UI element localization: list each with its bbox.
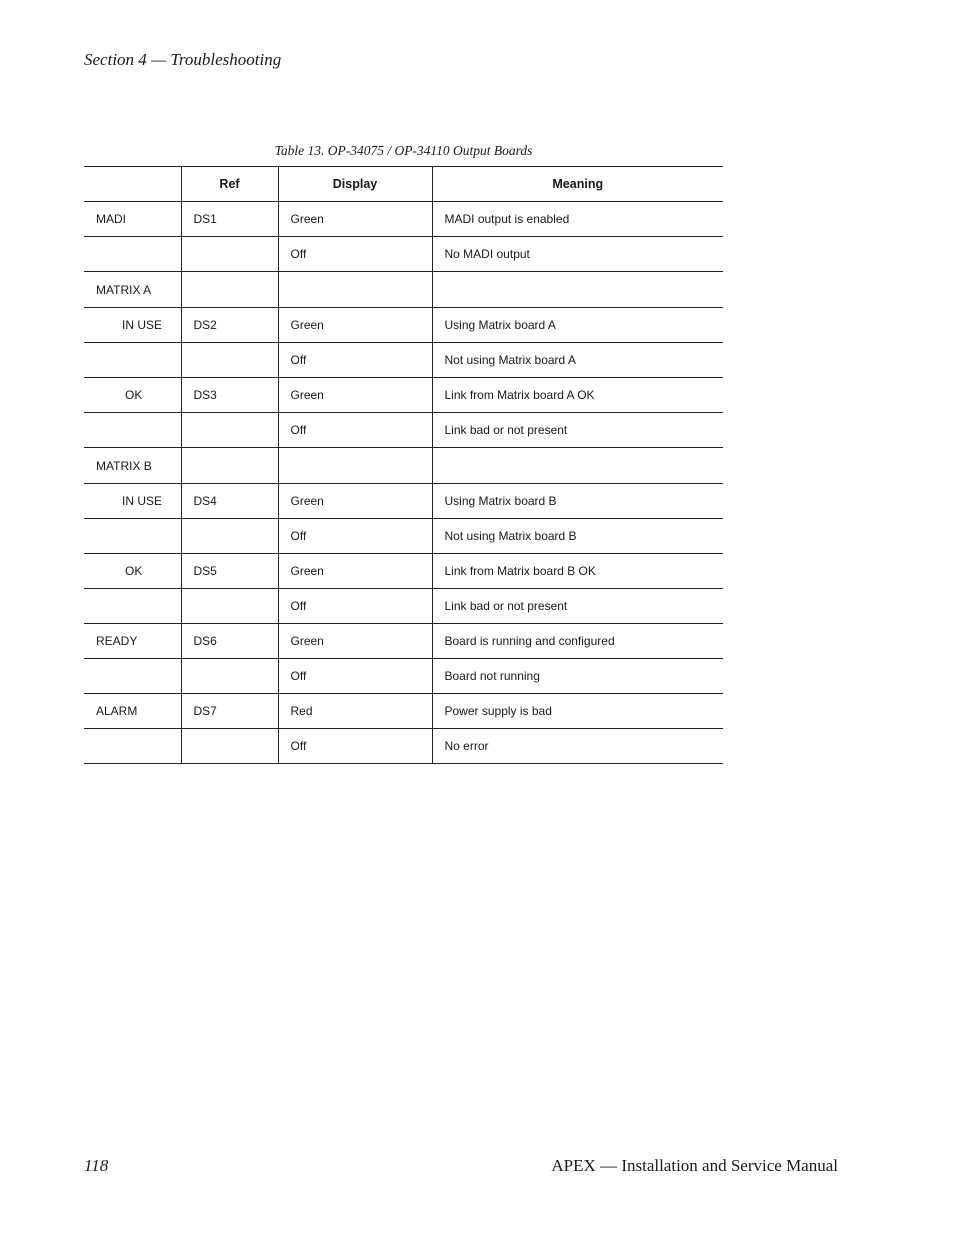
row-ref: DS2 bbox=[181, 308, 278, 343]
row-ref bbox=[181, 589, 278, 624]
row-ref bbox=[181, 729, 278, 764]
row-display: Green bbox=[278, 308, 432, 343]
row-label: MADI bbox=[84, 202, 181, 237]
row-display: Off bbox=[278, 413, 432, 448]
row-label bbox=[84, 413, 181, 448]
row-display: Off bbox=[278, 729, 432, 764]
row-display: Off bbox=[278, 519, 432, 554]
row-meaning: No MADI output bbox=[432, 237, 723, 272]
row-ref bbox=[181, 413, 278, 448]
table-row bbox=[84, 378, 723, 413]
table-row bbox=[84, 237, 723, 272]
row-ref bbox=[181, 448, 278, 484]
row-ref: DS6 bbox=[181, 624, 278, 659]
table-row bbox=[84, 624, 723, 659]
row-label: IN USE bbox=[84, 308, 181, 343]
row-meaning: Not using Matrix board A bbox=[432, 343, 723, 378]
row-label: IN USE bbox=[84, 484, 181, 519]
table-row bbox=[84, 448, 723, 484]
manual-title bbox=[551, 1156, 838, 1176]
row-ref: DS7 bbox=[181, 694, 278, 729]
table-caption: Table 13. OP-34075 / OP-34110 Output Boards bbox=[274, 143, 533, 158]
row-display: Green bbox=[278, 554, 432, 589]
row-label: MATRIX A bbox=[84, 272, 181, 308]
column-header-label bbox=[84, 167, 181, 202]
row-label bbox=[84, 519, 181, 554]
row-display: Off bbox=[278, 659, 432, 694]
row-label bbox=[84, 589, 181, 624]
row-meaning: Link from Matrix board A OK bbox=[432, 378, 723, 413]
table-header-row bbox=[84, 167, 723, 202]
row-label bbox=[84, 659, 181, 694]
section-header: Section 4 — Troubleshooting bbox=[84, 50, 282, 69]
table-row bbox=[84, 308, 723, 343]
table-row bbox=[84, 729, 723, 764]
row-ref: DS4 bbox=[181, 484, 278, 519]
row-display: Green bbox=[278, 378, 432, 413]
row-ref bbox=[181, 659, 278, 694]
led-status-table bbox=[84, 166, 723, 764]
row-ref: DS3 bbox=[181, 378, 278, 413]
page-number: 118 bbox=[84, 1156, 109, 1175]
row-ref bbox=[181, 343, 278, 378]
row-display bbox=[278, 272, 432, 308]
row-meaning: No error bbox=[432, 729, 723, 764]
row-display: Green bbox=[278, 624, 432, 659]
row-meaning: Board not running bbox=[432, 659, 723, 694]
row-label bbox=[84, 343, 181, 378]
column-header-ref: Ref bbox=[181, 167, 278, 202]
row-display bbox=[278, 448, 432, 484]
row-ref bbox=[181, 519, 278, 554]
row-label: OK bbox=[84, 378, 181, 413]
row-meaning bbox=[432, 448, 723, 484]
column-header-meaning: Meaning bbox=[432, 167, 723, 202]
table-row bbox=[84, 484, 723, 519]
row-display: Off bbox=[278, 343, 432, 378]
table-row bbox=[84, 554, 723, 589]
row-label: OK bbox=[84, 554, 181, 589]
row-label: READY bbox=[84, 624, 181, 659]
column-header-display: Display bbox=[278, 167, 432, 202]
row-display: Off bbox=[278, 237, 432, 272]
table-row bbox=[84, 202, 723, 237]
row-meaning: Using Matrix board A bbox=[432, 308, 723, 343]
table-row bbox=[84, 694, 723, 729]
row-meaning: Power supply is bad bbox=[432, 694, 723, 729]
row-meaning: Not using Matrix board B bbox=[432, 519, 723, 554]
row-ref bbox=[181, 237, 278, 272]
table-row bbox=[84, 272, 723, 308]
row-display: Green bbox=[278, 202, 432, 237]
row-meaning: Board is running and configured bbox=[432, 624, 723, 659]
manual-title-text: Installation and Service Manual bbox=[621, 1156, 838, 1175]
row-meaning bbox=[432, 272, 723, 308]
row-meaning: Link bad or not present bbox=[432, 413, 723, 448]
row-ref bbox=[181, 272, 278, 308]
row-meaning: MADI output is enabled bbox=[432, 202, 723, 237]
row-display: Green bbox=[278, 484, 432, 519]
table-row bbox=[84, 659, 723, 694]
row-ref: DS1 bbox=[181, 202, 278, 237]
row-label bbox=[84, 729, 181, 764]
table-row bbox=[84, 413, 723, 448]
product-name: APEX bbox=[551, 1156, 596, 1175]
row-label: MATRIX B bbox=[84, 448, 181, 484]
row-ref: DS5 bbox=[181, 554, 278, 589]
row-display: Off bbox=[278, 589, 432, 624]
row-meaning: Link from Matrix board B OK bbox=[432, 554, 723, 589]
row-label bbox=[84, 237, 181, 272]
table-row bbox=[84, 519, 723, 554]
title-separator: — bbox=[595, 1156, 622, 1175]
table-row bbox=[84, 589, 723, 624]
table-row bbox=[84, 343, 723, 378]
row-display: Red bbox=[278, 694, 432, 729]
row-meaning: Link bad or not present bbox=[432, 589, 723, 624]
row-label: ALARM bbox=[84, 694, 181, 729]
row-meaning: Using Matrix board B bbox=[432, 484, 723, 519]
